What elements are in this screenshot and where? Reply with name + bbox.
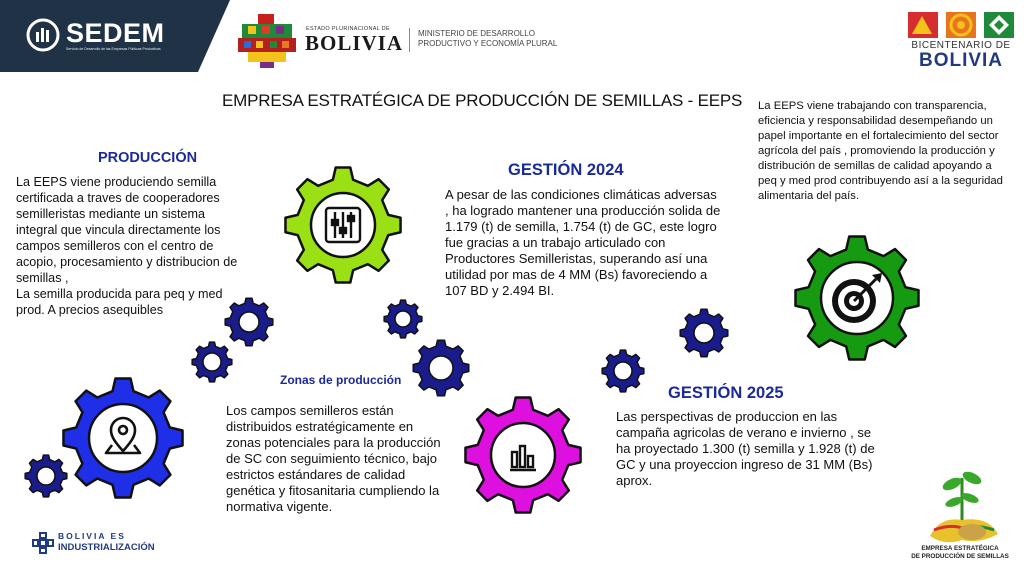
controls-gear xyxy=(258,150,428,300)
industrial-line-2: INDUSTRIALIZACIÓN xyxy=(58,542,155,553)
small-gear-6-svg xyxy=(598,346,648,396)
small-gear-5 xyxy=(408,335,474,401)
bicentenario-logo xyxy=(906,10,1016,70)
small-gear-3 xyxy=(220,293,278,351)
target-gear xyxy=(772,223,942,373)
gear-hole xyxy=(37,467,55,485)
zonas-text: Los campos semilleros están distribuidos estratégicamente en zonas potenciales para la producción de SC con seguimiento técnico, bajo estrictos estándares de calidad genética y fitosanitaria cumpliendo la normativa vigente. xyxy=(226,403,441,514)
gear-hole xyxy=(395,311,411,327)
intro-paragraph: La EEPS viene trabajando con transparencia, eficiencia y responsabilidad desempeñando un papel importante en el fortalecimiento del sector agrícola del país , promoviendo la producción y distribución de semillas de calidad apoyando a peq y med prod contribuyendo así a la seguridad alimentaria del país. xyxy=(758,100,1003,202)
controls-gear-svg xyxy=(258,150,428,300)
small-gear-1 xyxy=(20,450,72,502)
produccion-heading: PRODUCCIÓN xyxy=(98,150,198,166)
gestion-2025-heading: GESTIÓN 2025 xyxy=(668,384,784,402)
bicentenario-label: BICENTENARIO DE xyxy=(911,40,1011,51)
eeps-caption-line-1: EMPRESA ESTRATÉGICA xyxy=(921,545,999,552)
bolivia-wordmark: BOLIVIA xyxy=(305,31,404,55)
chart-gear xyxy=(438,380,608,530)
ministry-line-1: MINISTERIO DE DESARROLLO xyxy=(418,29,535,38)
chart-gear-svg xyxy=(438,380,608,530)
gear-hole xyxy=(203,353,221,371)
gear-hole xyxy=(614,362,632,380)
sedem-logo-icon xyxy=(26,18,60,52)
bicentenario-bolivia: BOLIVIA xyxy=(918,50,1004,71)
bolivia-industrializacion-logo xyxy=(32,530,182,556)
eeps-caption xyxy=(898,545,1022,561)
gestion-2024-text: A pesar de las condiciones climáticas adversas , ha logrado mantener una producción solida de 1.179 (t) de semilla, 1.754 (t) de GC, este logro fue gracias a un trabajo articulado con Productores Semilleristas, superando así una utilidad por mas de 4 MM (Bs) favoreciendo a 107 BD y 2.494 BI. xyxy=(445,187,721,298)
gear-hole xyxy=(694,323,714,343)
eeps-caption-line-2: DE PRODUCCIÓN DE SEMILLAS xyxy=(911,553,1009,560)
industrial-emblem-icon xyxy=(32,532,54,554)
small-gear-5-svg xyxy=(408,335,474,401)
ministry-divider xyxy=(409,28,410,52)
small-gear-7-svg xyxy=(676,305,732,361)
industrial-line-1: BOLIVIA ES xyxy=(58,531,126,541)
small-gear-6 xyxy=(598,346,648,396)
sedem-subtitle: Servicio de Desarrollo de las Empresas Públicas Productivas xyxy=(66,47,161,51)
page-title: EMPRESA ESTRATÉGICA DE PRODUCCIÓN DE SEMILLAS - EEPS xyxy=(222,91,743,110)
bicentenario-emblem-icon xyxy=(906,10,1016,40)
produccion-text: La EEPS viene produciendo semilla certificada a traves de cooperadores semilleristas mediante un sistema integral que vincula directamente los campos semilleros con el centro de acopio, procesamiento y distribucion de semillas , La semilla producida para peq y med prod. A precios asequibles xyxy=(16,175,238,317)
gestion-2025-text: Las perspectivas de produccion en las campaña agricolas de verano e invierno , se ha proyectado 1.300 (t) semilla y 1.928 (t) de GC y una proyeccion ingreso de 31 MM (Bs) aprox. xyxy=(616,409,875,488)
ministry-line-2: PRODUCTIVO Y ECONOMÍA PLURAL xyxy=(418,39,558,48)
estado-label: ESTADO PLURINACIONAL DE xyxy=(306,26,390,32)
gear-hole xyxy=(429,356,453,380)
small-gear-1-svg xyxy=(20,450,72,502)
bolivia-emblem-icon xyxy=(236,12,298,70)
sedem-banner xyxy=(0,0,230,72)
gestion-2024-heading: GESTIÓN 2024 xyxy=(508,161,624,179)
gear-hole xyxy=(239,312,259,332)
small-gear-3-svg xyxy=(220,293,278,351)
sedem-name: SEDEM xyxy=(66,18,165,48)
zonas-heading: Zonas de producción xyxy=(280,373,402,387)
target-gear-svg xyxy=(772,223,942,373)
ministry-name xyxy=(418,29,557,49)
small-gear-7 xyxy=(676,305,732,361)
